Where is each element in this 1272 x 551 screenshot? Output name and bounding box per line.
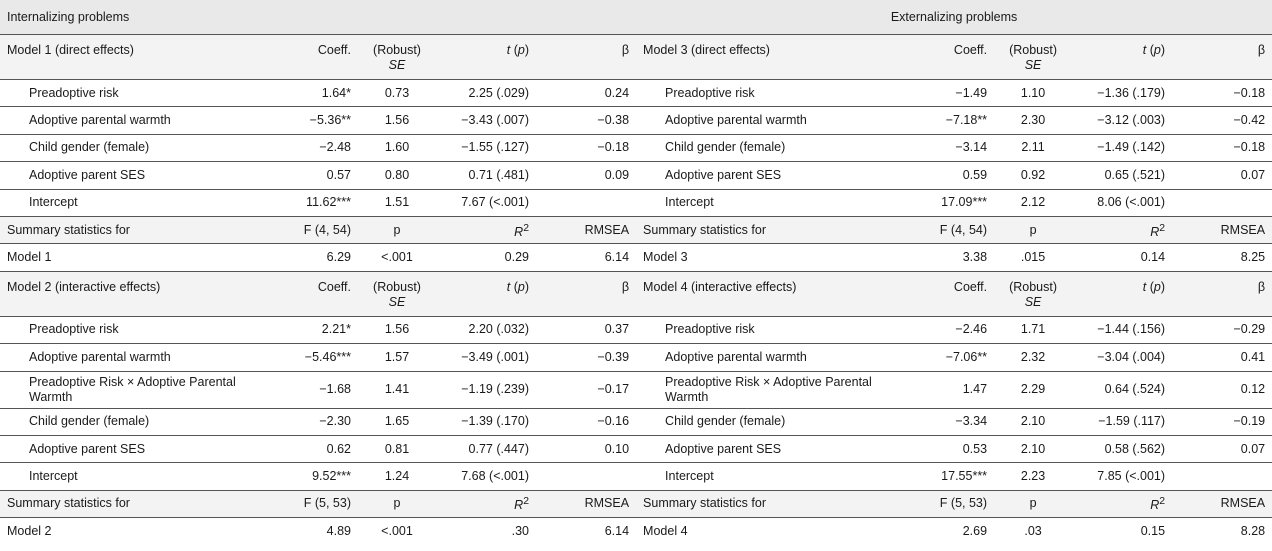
beta-value: −0.29 [1172,316,1272,343]
p-label: p [1153,43,1161,57]
model-name: Model 3 [636,244,906,271]
r2-value: 0.29 [436,244,536,271]
r2-label: R [514,224,524,239]
r2-value: 0.15 [1072,518,1172,545]
model-header-row [0,35,1272,80]
beta-value: −0.18 [1172,80,1272,107]
r2-superscript: 2 [523,496,529,508]
rmsea-header: RMSEA [1172,216,1272,243]
se-value: 1.65 [358,408,436,435]
coef-value: 11.62*** [270,189,358,216]
se-value: 1.24 [358,463,436,490]
table-row [0,316,1272,343]
rmsea-header: RMSEA [1172,490,1272,517]
coeff-header: Coeff. [906,271,994,316]
table-row [0,344,1272,371]
row-label: Intercept [0,189,270,216]
model-title: Model 4 (interactive effects) [636,271,906,316]
se-value: 1.56 [358,316,436,343]
f-value: 6.29 [270,244,358,271]
coeff-header: Coeff. [270,271,358,316]
p-header: p [994,216,1072,243]
row-label: Adoptive parent SES [0,435,270,462]
t-p-value: −1.39 (.170) [436,408,536,435]
robust-se-header [358,271,436,316]
beta-header: β [536,271,636,316]
beta-value [536,463,636,490]
r2-superscript: 2 [1159,222,1166,234]
se-value: 0.92 [994,162,1072,189]
p-label: p [517,279,525,294]
row-label: Adoptive parental warmth [0,344,270,371]
f-stat-label: F (4, 54) [303,222,351,237]
coef-value: −7.18** [906,107,994,134]
model-title: Model 2 (interactive effects) [0,271,270,316]
f-header [270,490,358,517]
row-label: Adoptive parental warmth [636,344,906,371]
table-row [0,80,1272,107]
se-value: 2.11 [994,134,1072,161]
p-header: p [994,490,1072,517]
rmsea-value: 6.14 [536,518,636,545]
group-header-row [0,0,1272,35]
summary-label: Summary statistics for [0,216,270,243]
p-header: p [358,490,436,517]
row-label: Preadoptive Risk × Adoptive Parental Warmth [636,371,906,408]
row-label: Child gender (female) [636,408,906,435]
t-p-value: 0.77 (.447) [436,435,536,462]
row-label: Child gender (female) [636,134,906,161]
se-value: 2.10 [994,435,1072,462]
beta-value: 0.37 [536,316,636,343]
coef-value: −5.46*** [270,344,358,371]
r2-superscript: 2 [1159,496,1166,508]
coef-value: −5.36** [270,107,358,134]
robust-label: (Robust) [373,279,421,294]
beta-value: −0.42 [1172,107,1272,134]
beta-value: −0.18 [1172,134,1272,161]
beta-header: β [536,35,636,80]
row-label: Adoptive parental warmth [0,107,270,134]
t-p-value: −1.44 (.156) [1072,316,1172,343]
model-title: Model 3 (direct effects) [636,35,906,80]
t-label: t [506,43,511,57]
r2-superscript: 2 [523,222,529,234]
robust-se-header [994,35,1072,80]
r2-header [436,216,536,243]
beta-value: 0.09 [536,162,636,189]
r2-value: .30 [436,518,536,545]
beta-value: −0.38 [536,107,636,134]
coef-value: −2.48 [270,134,358,161]
coeff-header: Coeff. [270,35,358,80]
t-label: t [1142,43,1147,57]
r2-label: R [514,498,524,513]
beta-value: −0.16 [536,408,636,435]
coef-value: 0.62 [270,435,358,462]
beta-header: β [1172,35,1272,80]
table-row [0,107,1272,134]
t-p-value: 7.85 (<.001) [1072,463,1172,490]
rmsea-header: RMSEA [536,216,636,243]
robust-se-header [358,35,436,80]
r2-value: 0.14 [1072,244,1172,271]
beta-value [1172,463,1272,490]
row-label: Preadoptive risk [0,316,270,343]
t-p-value: −1.36 (.179) [1072,80,1172,107]
summary-label: Summary statistics for [636,490,906,517]
t-p-value: 0.64 (.524) [1072,371,1172,408]
f-header [906,490,994,517]
coef-value: 2.21* [270,316,358,343]
se-value: 1.51 [358,189,436,216]
coef-value: 9.52*** [270,463,358,490]
t-p-value: 8.06 (<.001) [1072,189,1172,216]
p-value: .015 [994,244,1072,271]
coef-value: −1.49 [906,80,994,107]
table-row [0,371,1272,408]
summary-header-row [0,490,1272,517]
summary-header-row [0,216,1272,243]
t-p-value: −1.49 (.142) [1072,134,1172,161]
model-summary-row [0,518,1272,545]
f-value: 3.38 [906,244,994,271]
model-title: Model 1 (direct effects) [0,35,270,80]
coef-value: 17.55*** [906,463,994,490]
robust-label: (Robust) [373,43,421,57]
row-label: Preadoptive Risk × Adoptive Parental Warmth [0,371,270,408]
t-p-value: −3.49 (.001) [436,344,536,371]
f-header [270,216,358,243]
p-label: p [1153,279,1161,294]
f-value: 4.89 [270,518,358,545]
beta-value: 0.10 [536,435,636,462]
r2-label: R [1150,224,1160,239]
beta-value: 0.41 [1172,344,1272,371]
row-label: Intercept [636,189,906,216]
se-value: 1.10 [994,80,1072,107]
row-label: Preadoptive risk [636,316,906,343]
coef-value: 1.64* [270,80,358,107]
se-value: 2.29 [994,371,1072,408]
se-value: 1.71 [994,316,1072,343]
se-value: 0.73 [358,80,436,107]
beta-value: −0.19 [1172,408,1272,435]
rmsea-header: RMSEA [536,490,636,517]
t-p-value: −1.59 (.117) [1072,408,1172,435]
robust-se-header [994,271,1072,316]
beta-value: −0.39 [536,344,636,371]
p-value: <.001 [358,244,436,271]
f-stat-label: F (5, 53) [939,496,988,511]
p-value: <.001 [358,518,436,545]
beta-header: β [1172,271,1272,316]
se-value: 1.56 [358,107,436,134]
coef-value: 1.47 [906,371,994,408]
row-label: Preadoptive risk [0,80,270,107]
se-value: 1.57 [358,344,436,371]
t-p-value: −1.55 (.127) [436,134,536,161]
table-row [0,463,1272,490]
beta-value: 0.24 [536,80,636,107]
se-value: 2.12 [994,189,1072,216]
se-value: 2.23 [994,463,1072,490]
model-summary-row [0,244,1272,271]
f-stat-label: F (4, 54) [939,222,988,237]
p-value: .03 [994,518,1072,545]
t-p-value: 2.20 (.032) [436,316,536,343]
row-label: Adoptive parent SES [636,162,906,189]
row-label: Intercept [0,463,270,490]
rmsea-value: 6.14 [536,244,636,271]
beta-value: −0.17 [536,371,636,408]
rmsea-value: 8.28 [1172,518,1272,545]
r2-label: R [1150,498,1160,513]
t-p-value: −3.43 (.007) [436,107,536,134]
t-p-value: −3.04 (.004) [1072,344,1172,371]
row-label: Child gender (female) [0,134,270,161]
se-label: SE [388,294,406,309]
t-p-value: 0.65 (.521) [1072,162,1172,189]
beta-value: 0.12 [1172,371,1272,408]
beta-value [536,189,636,216]
t-p-value: −1.19 (.239) [436,371,536,408]
se-value: 0.80 [358,162,436,189]
se-value: 1.60 [358,134,436,161]
rmsea-value: 8.25 [1172,244,1272,271]
f-value: 2.69 [906,518,994,545]
p-header: p [358,216,436,243]
coef-value: −1.68 [270,371,358,408]
table-row [0,134,1272,161]
f-stat-label: F (5, 53) [303,496,351,511]
model-name: Model 4 [636,518,906,545]
t-p-value: 0.71 (.481) [436,162,536,189]
se-value: 1.41 [358,371,436,408]
coef-value: 0.59 [906,162,994,189]
r2-header [436,490,536,517]
coef-value: 0.53 [906,435,994,462]
coef-value: −7.06** [906,344,994,371]
row-label: Intercept [636,463,906,490]
beta-value [1172,189,1272,216]
table-row [0,408,1272,435]
t-label: t [506,279,511,294]
t-p-header: t (p) [1072,271,1172,316]
beta-value: 0.07 [1172,435,1272,462]
robust-label: (Robust) [1009,43,1058,57]
coef-value: 0.57 [270,162,358,189]
r2-header [1072,216,1172,243]
se-value: 0.81 [358,435,436,462]
model-name: Model 2 [0,518,270,545]
row-label: Adoptive parent SES [0,162,270,189]
internalizing-header: Internalizing problems [0,0,636,35]
t-p-header: t (p) [1072,35,1172,80]
t-p-value: 7.68 (<.001) [436,463,536,490]
t-label: t [1142,279,1147,294]
t-p-value: −3.12 (.003) [1072,107,1172,134]
coef-value: −3.14 [906,134,994,161]
row-label: Preadoptive risk [636,80,906,107]
coeff-header: Coeff. [906,35,994,80]
summary-label: Summary statistics for [636,216,906,243]
row-label: Child gender (female) [0,408,270,435]
t-p-value: 2.25 (.029) [436,80,536,107]
se-value: 2.10 [994,408,1072,435]
t-p-value: 7.67 (<.001) [436,189,536,216]
se-label: SE [388,58,406,72]
model-name: Model 1 [0,244,270,271]
f-header [906,216,994,243]
beta-value: 0.07 [1172,162,1272,189]
model-header-row [0,271,1272,316]
se-value: 2.32 [994,344,1072,371]
t-p-value: 0.58 (.562) [1072,435,1172,462]
table-row [0,162,1272,189]
t-p-header: t (p) [436,35,536,80]
coef-value: −2.30 [270,408,358,435]
coef-value: 17.09*** [906,189,994,216]
se-value: 2.30 [994,107,1072,134]
summary-label: Summary statistics for [0,490,270,517]
externalizing-header: Externalizing problems [636,0,1272,35]
se-label: SE [1024,58,1042,72]
p-label: p [517,43,525,57]
t-p-header: t (p) [436,271,536,316]
row-label: Adoptive parent SES [636,435,906,462]
se-label: SE [1024,294,1042,309]
robust-label: (Robust) [1009,279,1058,294]
coef-value: −3.34 [906,408,994,435]
table-row [0,435,1272,462]
r2-header [1072,490,1172,517]
table-row [0,189,1272,216]
row-label: Adoptive parental warmth [636,107,906,134]
coef-value: −2.46 [906,316,994,343]
beta-value: −0.18 [536,134,636,161]
